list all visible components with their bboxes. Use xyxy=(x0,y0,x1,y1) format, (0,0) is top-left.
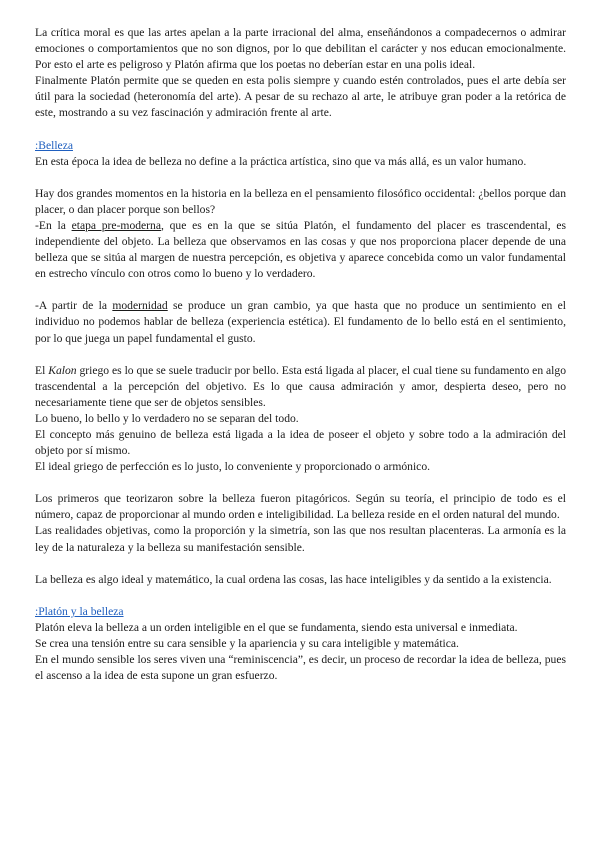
kalon-prefix: El xyxy=(35,363,49,377)
premodern-prefix: -En la xyxy=(35,218,72,232)
modern-term: modernidad xyxy=(112,299,168,313)
belleza-paragraph-9: Los primeros que teorizaron sobre la belleza fueron pitagóricos. Según su teoría, el principio de todo es el número, capaz de proporcionar al mundo orden e inteligibilidad. La belleza reside en el orden natural del mundo. xyxy=(35,492,566,522)
belleza-paragraph-7: El concepto más genuino de belleza está ligada a la idea de poseer el objeto y sobre todo a la admiración del objeto por sí mismo. xyxy=(35,427,566,458)
intro-paragraph-2: Finalmente Platón permite que se queden en esta polis siempre y cuando estén controlados, pues el arte debía ser útil para la sociedad (heteronomía del arte). A pesar de su rechazo al arte, le atribuye gran poder a la retórica de este, mostrando a su vez fascinación y admiración frente al arte. xyxy=(35,74,566,120)
modern-prefix: -A partir de la xyxy=(35,299,113,313)
kalon-text: griego es lo que se suele traducir por bello. Esta está ligada al placer, el cual tiene su fundamento en algo trascendental a la percepción del objetivo. Es lo que causa admiración y amor, despierta deseo, pero no necesariamente tiene que ser de objetos sensibles. xyxy=(35,363,566,409)
belleza-paragraph-1: En esta época la idea de belleza no define a la práctica artística, sino que va más allá, es un valor humano. xyxy=(35,154,527,168)
belleza-paragraph-6: Lo bueno, lo bello y lo verdadero no se separan del todo. xyxy=(35,411,299,425)
document-page xyxy=(35,25,566,684)
belleza-paragraph-10: Las realidades objetivas, como la proporción y la simetría, son las que nos resultan placenteras. La armonía es la ley de la naturaleza y la belleza su manifestación sensible. xyxy=(35,524,566,554)
premodern-text: , que es en la que se sitúa Platón, el fundamento del placer es trascendental, es independiente del objeto. La belleza que observamos en las cosas y que nos proporciona placer depende de una belleza que se sitúa al margen de nuestra percepción, es objetiva y aparece concebida como un valor fundamental en estrecho vínculo con otros como lo bueno y lo verdadero. xyxy=(35,218,566,281)
intro-paragraph-1: La crítica moral es que las artes apelan a la parte irracional del alma, enseñándonos a compadecernos o admirar emociones o comportamientos que no son dignos, por lo que debilitan el carácter y nos educan emocionalmente. Por esto el arte es peligroso y Platón afirma que los poetas no deberían estar en una polis ideal. xyxy=(35,26,566,72)
belleza-paragraph-5 xyxy=(35,363,566,411)
belleza-paragraph-11: La belleza es algo ideal y matemático, la cual ordena las cosas, las hace inteligibles y da sentido a la existencia. xyxy=(35,572,552,586)
belleza-paragraph-8: El ideal griego de perfección es lo justo, lo conveniente y proporcionado o armónico. xyxy=(35,460,431,474)
modern-text: se produce un gran cambio, ya que hasta que no produce un sentimiento en el individuo no podemos hablar de belleza (experiencia estética). El fundamento de lo bello está en el sentimiento, por lo que juega un papel fundamental el gusto. xyxy=(35,299,567,345)
platon-paragraph-2: Se crea una tensión entre su cara sensible y la apariencia y su cara inteligible y matemática. xyxy=(35,636,459,650)
belleza-paragraph-3 xyxy=(35,218,566,282)
platon-paragraph-1: Platón eleva la belleza a un orden inteligible en el que se fundamenta, siendo esta universal e inmediata. xyxy=(35,620,518,634)
premodern-term: etapa pre-moderna xyxy=(71,218,161,232)
section-heading-platon[interactable]: :Platón y la belleza xyxy=(35,604,124,618)
kalon-term: Kalon xyxy=(48,363,77,377)
platon-paragraph-3: En el mundo sensible los seres viven una “reminiscencia”, es decir, un proceso de recordar la idea de belleza, pues el ascenso a la idea de esta supone un gran esfuerzo. xyxy=(35,653,566,683)
section-heading-belleza[interactable]: :Belleza xyxy=(35,138,73,152)
belleza-paragraph-2: Hay dos grandes momentos en la historia en la belleza en el pensamiento filosófico occidental: ¿bellos porque dan placer, o dan placer porque son bellos? xyxy=(35,186,566,216)
belleza-paragraph-4 xyxy=(35,298,566,346)
